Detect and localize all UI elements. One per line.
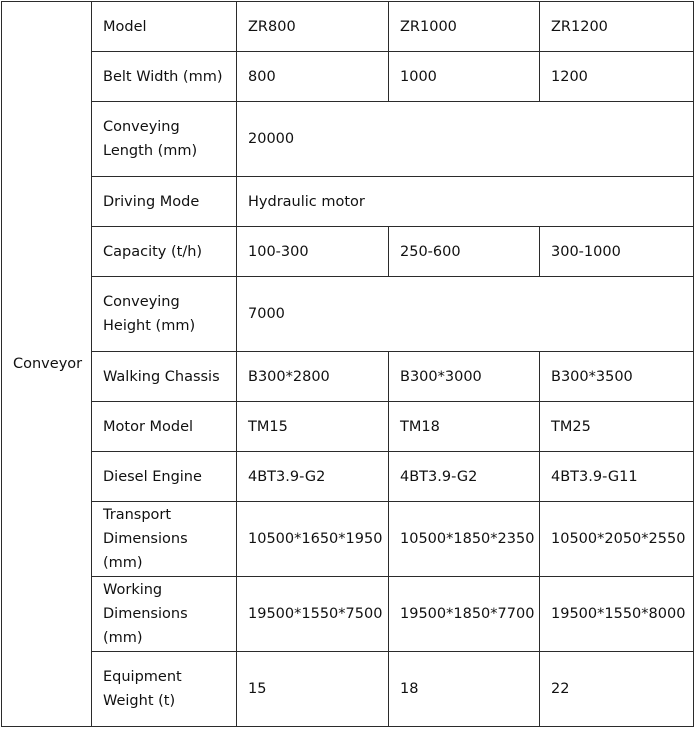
table-row-capacity xyxy=(2,227,694,277)
cell-motor-model-3: TM25 xyxy=(540,402,694,452)
cell-motor-model-2: TM18 xyxy=(389,402,540,452)
cell-equipment-weight-3: 22 xyxy=(540,652,694,727)
cell-motor-model-1: TM15 xyxy=(237,402,389,452)
row-label-driving-mode: Driving Mode xyxy=(92,177,237,227)
cell-diesel-engine-2: 4BT3.9-G2 xyxy=(389,452,540,502)
cell-equipment-weight-2: 18 xyxy=(389,652,540,727)
cell-equipment-weight-1: 15 xyxy=(237,652,389,727)
row-label-capacity: Capacity (t/h) xyxy=(92,227,237,277)
row-label-conveying-length: Conveying Length (mm) xyxy=(92,102,237,177)
cell-belt-width-3: 1200 xyxy=(540,52,694,102)
cell-conveying-height: 7000 xyxy=(237,277,694,352)
cell-working-dimensions-3: 19500*1550*8000 xyxy=(540,577,694,652)
cell-diesel-engine-3: 4BT3.9-G11 xyxy=(540,452,694,502)
group-label-conveyor: Conveyor xyxy=(2,2,92,727)
cell-transport-dimensions-3: 10500*2050*2550 xyxy=(540,502,694,577)
cell-capacity-3: 300-1000 xyxy=(540,227,694,277)
table-row-walking-chassis xyxy=(2,352,694,402)
row-label-working-dimensions: Working Dimensions (mm) xyxy=(92,577,237,652)
cell-belt-width-1: 800 xyxy=(237,52,389,102)
cell-transport-dimensions-1: 10500*1650*1950 xyxy=(237,502,389,577)
table-row-working-dimensions xyxy=(2,577,694,652)
cell-walking-chassis-1: B300*2800 xyxy=(237,352,389,402)
cell-capacity-2: 250-600 xyxy=(389,227,540,277)
cell-capacity-1: 100-300 xyxy=(237,227,389,277)
cell-model-zr1000: ZR1000 xyxy=(389,2,540,52)
conveyor-spec-table xyxy=(1,1,694,727)
table-row-conveying-length xyxy=(2,102,694,177)
row-label-transport-dimensions: Transport Dimensions (mm) xyxy=(92,502,237,577)
cell-working-dimensions-2: 19500*1850*7700 xyxy=(389,577,540,652)
table-row-diesel-engine xyxy=(2,452,694,502)
cell-driving-mode: Hydraulic motor xyxy=(237,177,694,227)
cell-transport-dimensions-2: 10500*1850*2350 xyxy=(389,502,540,577)
cell-model-zr1200: ZR1200 xyxy=(540,2,694,52)
row-label-walking-chassis: Walking Chassis xyxy=(92,352,237,402)
cell-diesel-engine-1: 4BT3.9-G2 xyxy=(237,452,389,502)
cell-model-zr800: ZR800 xyxy=(237,2,389,52)
row-label-model: Model xyxy=(92,2,237,52)
row-label-motor-model: Motor Model xyxy=(92,402,237,452)
row-label-diesel-engine: Diesel Engine xyxy=(92,452,237,502)
table-row-equipment-weight xyxy=(2,652,694,727)
table-row-conveying-height xyxy=(2,277,694,352)
table-row-transport-dimensions xyxy=(2,502,694,577)
table-row-belt-width xyxy=(2,52,694,102)
row-label-conveying-height: Conveying Height (mm) xyxy=(92,277,237,352)
row-label-equipment-weight: Equipment Weight (t) xyxy=(92,652,237,727)
table-row-model xyxy=(2,2,694,52)
table-row-driving-mode xyxy=(2,177,694,227)
cell-walking-chassis-3: B300*3500 xyxy=(540,352,694,402)
cell-conveying-length: 20000 xyxy=(237,102,694,177)
cell-working-dimensions-1: 19500*1550*7500 xyxy=(237,577,389,652)
row-label-belt-width: Belt Width (mm) xyxy=(92,52,237,102)
cell-walking-chassis-2: B300*3000 xyxy=(389,352,540,402)
cell-belt-width-2: 1000 xyxy=(389,52,540,102)
table-row-motor-model xyxy=(2,402,694,452)
